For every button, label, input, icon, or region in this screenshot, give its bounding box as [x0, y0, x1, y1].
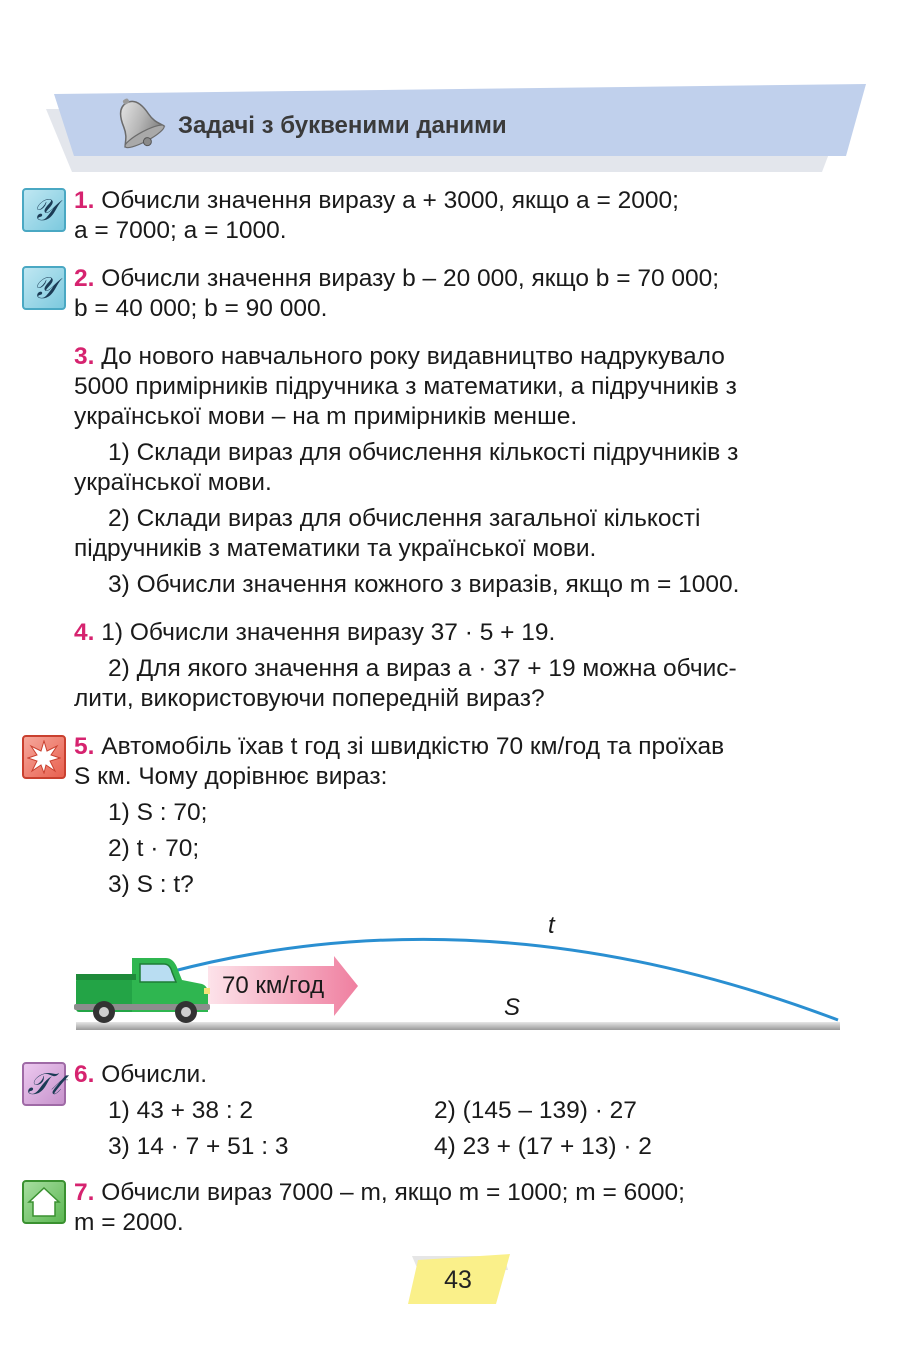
exercise-number: 7.	[74, 1179, 95, 1206]
pair-work-icon: 𝒯𝓉	[22, 1062, 66, 1106]
exercise-text: m = 2000.	[74, 1209, 184, 1236]
exercise-text: Обчисли вираз 7000 – m, якщо m = 1000; m = 6000;	[101, 1179, 685, 1206]
exercise-text: До нового навчального року видавництво надрукувало	[101, 343, 725, 370]
sub-question: лити, використовуючи попередній вираз?	[74, 685, 545, 712]
exercise-text: S км. Чому дорівнює вираз:	[74, 763, 388, 790]
star-icon	[22, 735, 66, 779]
exercise-text: Обчисли.	[101, 1061, 208, 1088]
exercise-1	[74, 186, 840, 246]
exercise-text: 5000 примірників підручника з математики, а підручників з	[74, 373, 737, 400]
distance-label: S	[504, 994, 521, 1021]
exercise-number: 1.	[74, 187, 95, 214]
exercise-number: 4.	[74, 619, 95, 646]
page-number: 43	[444, 1266, 472, 1294]
speed-label: 70 км/год	[222, 972, 325, 999]
sub-question: 3) Обчисли значення кожного з виразів, якщо m = 1000.	[108, 571, 740, 598]
exercise-3	[74, 342, 840, 600]
sub-question: 1) 43 + 38 : 2	[108, 1097, 254, 1124]
exercise-4	[74, 618, 840, 714]
exercise-number: 3.	[74, 343, 95, 370]
sub-question: 2) Для якого значення a вираз a · 37 + 19 можна обчис-	[108, 655, 737, 682]
sub-question: підручників з математики та української мови.	[74, 535, 597, 562]
time-label: t	[548, 912, 555, 939]
sub-question: 1) Обчисли значення виразу 37 · 5 + 19.	[101, 619, 556, 646]
sub-question: 4) 23 + (17 + 13) · 2	[434, 1133, 652, 1160]
exercise-5	[74, 732, 840, 900]
exercise-text: Автомобіль їхав t год зі швидкістю 70 км/год та проїхав	[101, 733, 725, 760]
bell-icon	[108, 94, 168, 154]
exercise-number: 6.	[74, 1061, 95, 1088]
learn-icon: 𝒴	[22, 188, 66, 232]
sub-question: 3) 14 · 7 + 51 : 3	[108, 1133, 289, 1160]
exercise-text: Обчисли значення виразу a + 3000, якщо a = 2000;	[101, 187, 679, 214]
home-icon	[22, 1180, 66, 1224]
sub-question: української мови.	[74, 469, 272, 496]
sub-question: 1) Склади вираз для обчислення кількості підручників з	[108, 439, 739, 466]
motion-illustration	[70, 908, 845, 1038]
sub-question: 2) t · 70;	[108, 835, 200, 862]
exercise-text: b = 40 000; b = 90 000.	[74, 295, 328, 322]
page-number-badge	[408, 1254, 512, 1308]
exercise-7	[74, 1178, 840, 1238]
exercise-number: 2.	[74, 265, 95, 292]
sub-question: 1) S : 70;	[108, 799, 208, 826]
section-title: Задачі з буквеними даними	[178, 112, 507, 139]
exercise-text: Обчисли значення виразу b – 20 000, якщо b = 70 000;	[101, 265, 720, 292]
exercise-text: a = 7000; a = 1000.	[74, 217, 287, 244]
sub-question: 2) Склади вираз для обчислення загальної кількості	[108, 505, 701, 532]
exercise-6	[74, 1060, 840, 1162]
exercise-text: української мови – на m примірників менше.	[74, 403, 578, 430]
exercise-2	[74, 264, 840, 324]
learn-icon: 𝒴	[22, 266, 66, 310]
exercise-number: 5.	[74, 733, 95, 760]
sub-question: 2) (145 – 139) · 27	[434, 1097, 637, 1124]
sub-question: 3) S : t?	[108, 871, 194, 898]
